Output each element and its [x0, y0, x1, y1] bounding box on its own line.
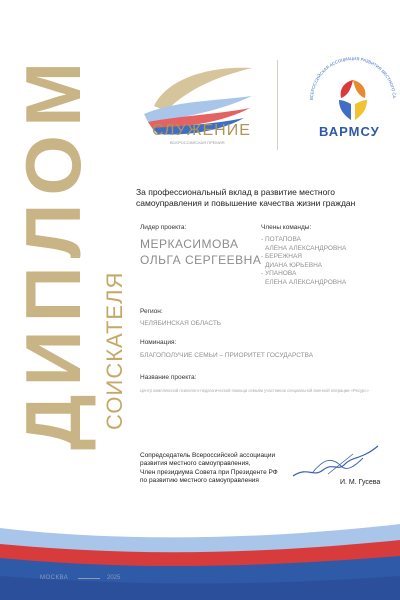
footer-city: МОСКВА	[40, 575, 69, 581]
leader-label: Лидер проекта:	[140, 224, 187, 231]
leader-given-names: ОЛЬГА СЕРГЕЕВНА	[140, 253, 262, 267]
team-member-1-surname: - ПОТАПОВА	[261, 236, 301, 243]
project-label: Название проекта:	[140, 374, 197, 381]
diploma-subtitle: СОИСКАТЕЛЯ	[102, 271, 127, 430]
footer-year: 2025	[107, 575, 121, 581]
project-name: Центр комплексной психолого-педагогической помощи семьям участников специальной военной операции «Ресурс»	[140, 388, 369, 393]
team-member-2-surname: - БЕРЕЖНАЯ	[261, 253, 302, 260]
leader-name	[140, 236, 261, 268]
diploma-title: ДИПЛОМ	[9, 53, 97, 450]
cosigner-line-1: Сопредседатель Всероссийской ассоциации	[140, 452, 276, 459]
varmsu-logo-text: ВАРМСУ	[319, 124, 380, 139]
team-member-1-names: АЛЕНА АЛЕКСАНДРОВНА	[265, 244, 347, 252]
flag-stripes-decoration	[0, 500, 400, 600]
sluzhenie-logo-tagline: ВСЕРОССИЙСКАЯ ПРЕМИЯ	[170, 140, 225, 145]
region-value: ЧЕЛЯБИНСКАЯ ОБЛАСТЬ	[140, 320, 222, 327]
svg-text:ВСЕРОССИЙСКАЯ АССОЦИАЦИЯ РАЗВИ	[303, 50, 397, 100]
team-member-3-names: ЕЛЕНА АЛЕКСАНДРОВНА	[265, 278, 347, 286]
cosigner-line-2: развития местного самоуправления,	[140, 460, 251, 468]
logo-divider	[277, 60, 278, 150]
team-member-2-names: ДИАНА ЮРЬЕВНА	[265, 261, 323, 269]
nomination-value: БЛАГОПОЛУЧИЕ СЕМЬИ – ПРИОРИТЕТ ГОСУДАРСТВА	[140, 352, 314, 359]
cosigner-line-4: по развитию местного самоуправления	[140, 476, 259, 484]
award-statement: За профессиональный вклад в развитие местного самоуправления и повышение качества жизни граждан	[136, 187, 356, 208]
region-label: Регион:	[140, 308, 163, 315]
leader-surname: МЕРКАСИМОВА	[140, 237, 239, 251]
signer-name: И. М. Гусева	[340, 479, 381, 486]
footer-divider	[78, 578, 100, 579]
nomination-label: Номинация:	[140, 339, 177, 346]
team-label: Члены команды:	[261, 224, 312, 231]
varmsu-arc-text: ВСЕРОССИЙСКАЯ АССОЦИАЦИЯ РАЗВИТИЯ МЕСТНОГО СА	[308, 55, 397, 101]
cosigner-line-3: Член президиума Совета при Президенте РФ	[140, 468, 278, 476]
sluzhenie-logo-text: СЛУЖЕНИЕ	[152, 122, 251, 139]
team-member-3-surname: - УПАНОВА	[261, 270, 297, 277]
team-members-list	[261, 236, 346, 287]
